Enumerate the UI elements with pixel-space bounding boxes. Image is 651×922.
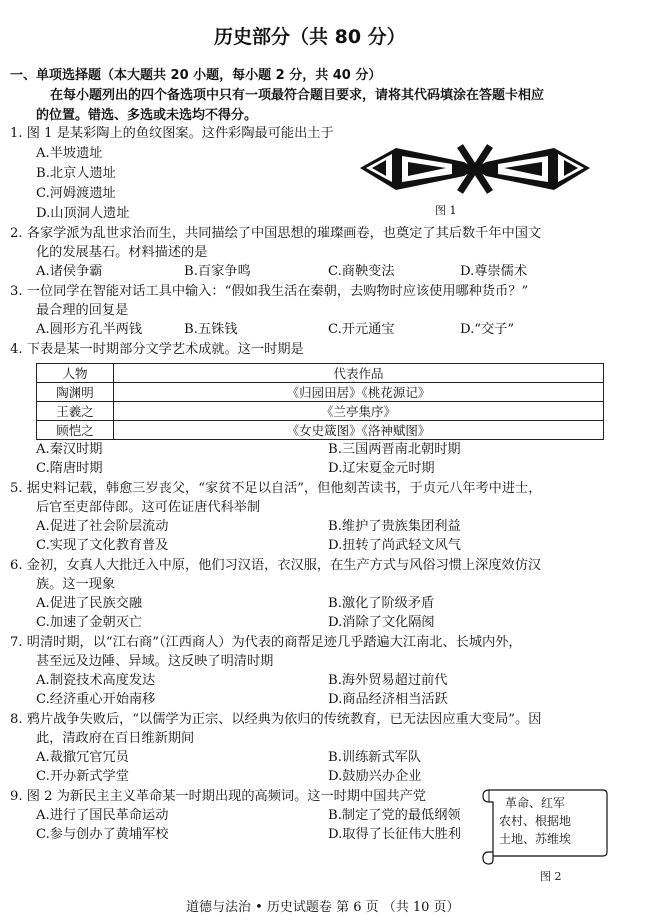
section-heading: 一、单项选择题（本大题共 20 小题，每小题 2 分，共 40 分） <box>10 68 382 83</box>
q2-stem-line1: 2. 各家学派为乱世求治而生，共同描绘了中国思想的璀璨画卷，也奠定了其后数千年中国文 <box>10 226 542 241</box>
q2-option-c: C.商鞅变法 <box>328 264 395 279</box>
q2-stem-line2: 化的发展基石。材料描述的是 <box>36 245 208 260</box>
section-instructions-line2: 的位置。错选、多选或未选均不得分。 <box>36 108 258 123</box>
table-cell-works: 《兰亭集序》 <box>114 402 604 421</box>
figure-1-caption: 图 1 <box>435 204 457 217</box>
scroll-line-2: 农村、根据地 <box>499 814 572 828</box>
table-cell-person: 陶渊明 <box>37 383 114 402</box>
q1-option-a: A.半坡遗址 <box>36 146 103 161</box>
q6-stem-line1: 6. 金初，女真人大批迁入中原，他们习汉语，衣汉服，在生产方式与风俗习惯上深度效仿汉 <box>10 558 542 573</box>
q3-stem-line1: 3. 一位同学在智能对话工具中输入：“假如我生活在秦朝，去购物时应该使用哪种货币？” <box>10 284 529 299</box>
q1-option-c: C.河姆渡遗址 <box>36 186 116 201</box>
q5-option-a: A.促进了社会阶层流动 <box>36 519 169 534</box>
q4-option-a: A.秦汉时期 <box>36 442 103 457</box>
q6-option-a: A.促进了民族交融 <box>36 596 143 611</box>
q8-option-a: A.裁撤冗官冗员 <box>36 750 129 765</box>
q5-option-c: C.实现了文化教育普及 <box>36 538 169 553</box>
table-cell-works: 《女史箴图》《洛神赋图》 <box>114 421 604 440</box>
q5-stem-line2: 后官至吏部侍郎。这可佐证唐代科举制 <box>36 500 261 515</box>
section-instructions-line1: 在每小题列出的四个备选项中只有一项最符合题目要求，请将其代码填涂在答题卡相应 <box>50 88 545 103</box>
q4-option-c: C.隋唐时期 <box>36 461 103 476</box>
q2-option-b: B.百家争鸣 <box>184 264 251 279</box>
q3-option-d: D.“交子” <box>460 322 515 337</box>
q8-option-d: D.鼓励兴办企业 <box>328 769 422 784</box>
q3-stem-line2: 最合理的回复是 <box>36 303 129 318</box>
table-header-person: 人物 <box>37 364 114 383</box>
q9-option-b: B.制定了党的最低纲领 <box>328 808 461 823</box>
table-cell-person: 王羲之 <box>37 402 114 421</box>
q8-stem-line2: 此，清政府在百日维新期间 <box>36 731 195 746</box>
q6-stem-line2: 族。这一现象 <box>36 577 116 592</box>
q9-stem: 9. 图 2 为新民主主义革命某一时期出现的高频词。这一时期中国共产党 <box>10 789 426 804</box>
q8-option-b: B.训练新式军队 <box>328 750 422 765</box>
q6-option-d: D.消除了文化隔阂 <box>328 615 435 630</box>
table-header-works: 代表作品 <box>114 364 604 383</box>
table-row <box>37 421 604 440</box>
q6-option-c: C.加速了金朝灭亡 <box>36 615 143 630</box>
table-cell-works: 《归园田居》《桃花源记》 <box>114 383 604 402</box>
q5-option-b: B.维护了贵族集团利益 <box>328 519 461 534</box>
page-footer: 道德与法治 • 历史试题卷 第 6 页 （共 10 页） <box>186 900 460 915</box>
scroll-line-1: 革命、红军 <box>505 796 566 810</box>
q2-option-a: A.诸侯争霸 <box>36 264 103 279</box>
q4-option-d: D.辽宋夏金元时期 <box>328 461 435 476</box>
q7-option-b: B.海外贸易超过前代 <box>328 673 448 688</box>
literature-table <box>36 363 604 440</box>
q4-stem: 4. 下表是某一时期部分文学艺术成就。这一时期是 <box>10 342 304 357</box>
q7-option-d: D.商品经济相当活跃 <box>328 692 448 707</box>
q9-option-a: A.进行了国民革命运动 <box>36 808 169 823</box>
q1-stem: 1. 图 1 是某彩陶上的鱼纹图案。这件彩陶最可能出土于 <box>10 126 334 141</box>
table-cell-person: 顾恺之 <box>37 421 114 440</box>
figure-2-caption: 图 2 <box>540 870 562 883</box>
q3-option-c: C.开元通宝 <box>328 322 395 337</box>
q7-option-c: C.经济重心开始南移 <box>36 692 156 707</box>
table-row <box>37 402 604 421</box>
q5-stem-line1: 5. 据史料记载，韩愈三岁丧父，“家贫不足以自活”，但他刻苦读书，于贞元八年考中进士， <box>10 481 542 496</box>
q8-option-c: C.开办新式学堂 <box>36 769 129 784</box>
q8-stem-line1: 8. 鸦片战争失败后，“以儒学为正宗、以经典为依归的传统教育，已无法因应重大变局”。因 <box>10 712 542 727</box>
q1-option-d: D.山顶洞人遗址 <box>36 206 130 221</box>
fish-pattern-figure <box>356 140 594 198</box>
q1-option-b: B.北京人遗址 <box>36 166 116 181</box>
q7-stem-line1: 7. 明清时期，以“江右商”（江西商人）为代表的商帮足迹几乎踏遍大江南北、长城内外， <box>10 635 522 650</box>
q9-option-d: D.取得了长征伟大胜利 <box>328 827 461 842</box>
q6-option-b: B.激化了阶级矛盾 <box>328 596 435 611</box>
q3-option-b: B.五铢钱 <box>184 322 238 337</box>
q2-option-d: D.尊崇儒术 <box>460 264 528 279</box>
page-title: 历史部分（共 80 分） <box>214 26 406 48</box>
q9-option-c: C.参与创办了黄埔军校 <box>36 827 169 842</box>
q7-option-a: A.制瓷技术高度发达 <box>36 673 156 688</box>
scroll-line-3: 土地、苏维埃 <box>499 832 572 846</box>
table-header-row <box>37 364 604 383</box>
q4-option-b: B.三国两晋南北朝时期 <box>328 442 461 457</box>
q3-option-a: A.圆形方孔半两钱 <box>36 322 143 337</box>
table-row <box>37 383 604 402</box>
q5-option-d: D.扭转了尚武轻文风气 <box>328 538 461 553</box>
q7-stem-line2: 甚至远及边陲、异域。这反映了明清时期 <box>36 654 274 669</box>
